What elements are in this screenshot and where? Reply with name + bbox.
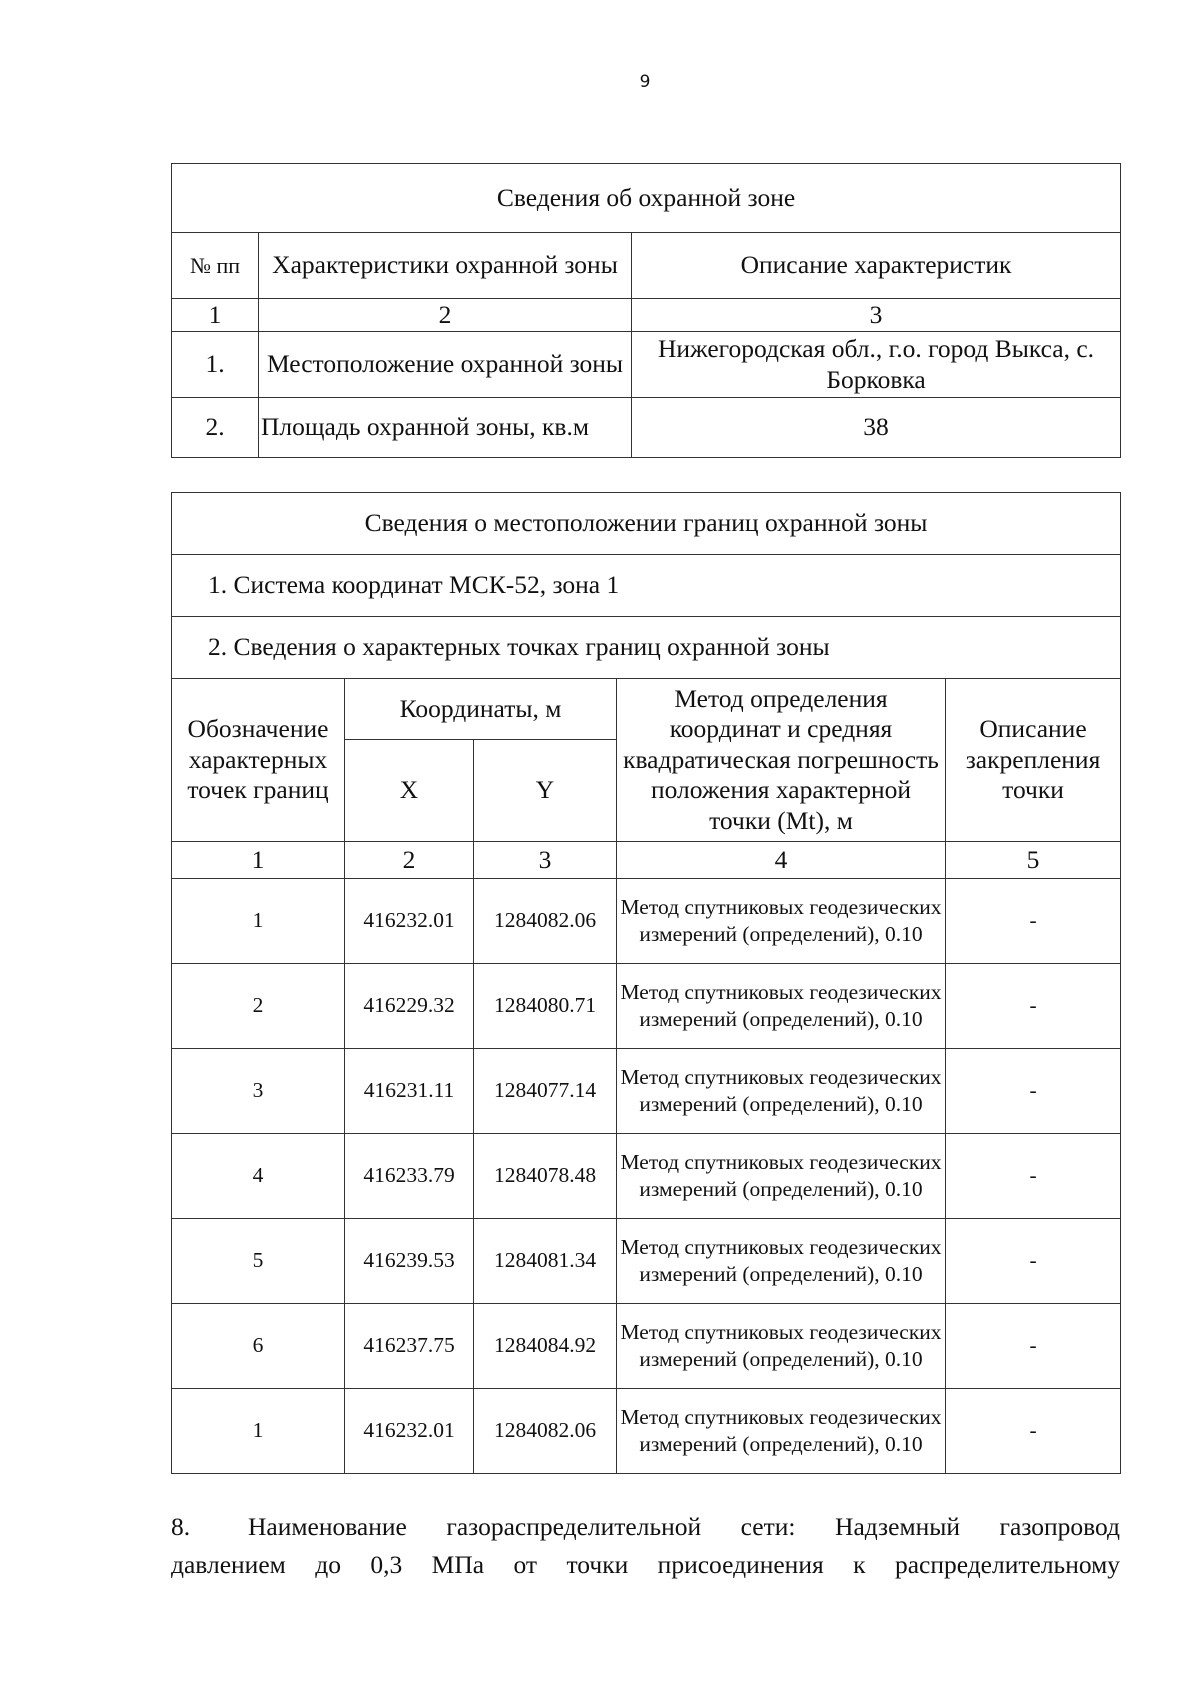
table-row: [172, 1134, 1121, 1219]
bounds-table-title: Сведения о местоположении границ охранной зоны: [172, 493, 1121, 555]
point-designation: 6: [172, 1304, 345, 1389]
paragraph-number: 8.: [171, 1512, 191, 1541]
row-number: 1.: [172, 332, 259, 398]
col-number: 3: [474, 842, 617, 879]
fixing-description: -: [946, 1389, 1121, 1474]
fixing-description: -: [946, 1304, 1121, 1389]
coordinate-y: 1284081.34: [474, 1219, 617, 1304]
coordinate-x: 416233.79: [345, 1134, 474, 1219]
table-row: [172, 1219, 1121, 1304]
coordinate-y: 1284077.14: [474, 1049, 617, 1134]
table-row: [172, 964, 1121, 1049]
method-description: Метод спутниковых геодезических измерений (определений), 0.10: [617, 1389, 946, 1474]
table-row: [172, 879, 1121, 964]
coordinate-x: 416239.53: [345, 1219, 474, 1304]
coordinate-x: 416229.32: [345, 964, 474, 1049]
header-description: Описание характеристик: [632, 233, 1121, 299]
coordinate-x: 416231.11: [345, 1049, 474, 1134]
fixing-description: -: [946, 1219, 1121, 1304]
table-row: [172, 1049, 1121, 1134]
col-number: 3: [632, 299, 1121, 332]
points-title: 2. Сведения о характерных точках границ охранной зоны: [172, 617, 1121, 679]
point-designation: 2: [172, 964, 345, 1049]
fixing-description: -: [946, 1134, 1121, 1219]
coordinate-x: 416232.01: [345, 1389, 474, 1474]
characteristic-value: 38: [632, 398, 1121, 458]
point-designation: 3: [172, 1049, 345, 1134]
coordinate-x: 416232.01: [345, 879, 474, 964]
table-row: [172, 1304, 1121, 1389]
fixing-description: -: [946, 879, 1121, 964]
fixing-description: -: [946, 964, 1121, 1049]
point-designation: 4: [172, 1134, 345, 1219]
header-designation: Обозначение характерных точек границ: [172, 679, 345, 842]
coordinate-y: 1284080.71: [474, 964, 617, 1049]
col-number: 2: [259, 299, 632, 332]
paragraph-line-2: давлением до 0,3 МПа от точки присоединения к распределительному: [171, 1550, 1120, 1579]
coordinate-y: 1284078.48: [474, 1134, 617, 1219]
method-description: Метод спутниковых геодезических измерений (определений), 0.10: [617, 1134, 946, 1219]
col-number: 5: [946, 842, 1121, 879]
method-description: Метод спутниковых геодезических измерений (определений), 0.10: [617, 879, 946, 964]
boundary-points-table: [171, 492, 1121, 1474]
coordinate-y: 1284082.06: [474, 1389, 617, 1474]
characteristic-name: Площадь охранной зоны, кв.м: [259, 398, 632, 458]
characteristic-name: Местоположение охранной зоны: [259, 332, 632, 398]
method-description: Метод спутниковых геодезических измерений (определений), 0.10: [617, 1049, 946, 1134]
paragraph-line-1: Наименование газораспределительной сети: Надземный газопровод: [248, 1512, 1120, 1541]
header-x: X: [345, 740, 474, 842]
protection-zone-table: [171, 163, 1121, 458]
fixing-description: -: [946, 1049, 1121, 1134]
coordinate-y: 1284082.06: [474, 879, 617, 964]
paragraph-8: [171, 1508, 1120, 1584]
table-row: [172, 1389, 1121, 1474]
row-number: 2.: [172, 398, 259, 458]
coordinate-y: 1284084.92: [474, 1304, 617, 1389]
header-method: Метод определения координат и средняя квадратическая погрешность положения характерной точки (Mt), м: [617, 679, 946, 842]
col-number: 2: [345, 842, 474, 879]
col-number: 1: [172, 299, 259, 332]
col-number: 1: [172, 842, 345, 879]
characteristic-value: Нижегородская обл., г.о. город Выкса, с. Борковка: [632, 332, 1121, 398]
coordinate-system: 1. Система координат МСК-52, зона 1: [172, 555, 1121, 617]
header-fixing: Описание закрепления точки: [946, 679, 1121, 842]
coordinate-x: 416237.75: [345, 1304, 474, 1389]
header-characteristics: Характеристики охранной зоны: [259, 233, 632, 299]
page-number: 9: [639, 72, 651, 92]
method-description: Метод спутниковых геодезических измерений (определений), 0.10: [617, 964, 946, 1049]
zone-table-title: Сведения об охранной зоне: [172, 164, 1121, 233]
header-y: Y: [474, 740, 617, 842]
point-designation: 1: [172, 879, 345, 964]
header-coordinates: Координаты, м: [345, 679, 617, 740]
header-row-number: № пп: [172, 233, 259, 299]
method-description: Метод спутниковых геодезических измерений (определений), 0.10: [617, 1304, 946, 1389]
point-designation: 5: [172, 1219, 345, 1304]
method-description: Метод спутниковых геодезических измерений (определений), 0.10: [617, 1219, 946, 1304]
point-designation: 1: [172, 1389, 345, 1474]
col-number: 4: [617, 842, 946, 879]
